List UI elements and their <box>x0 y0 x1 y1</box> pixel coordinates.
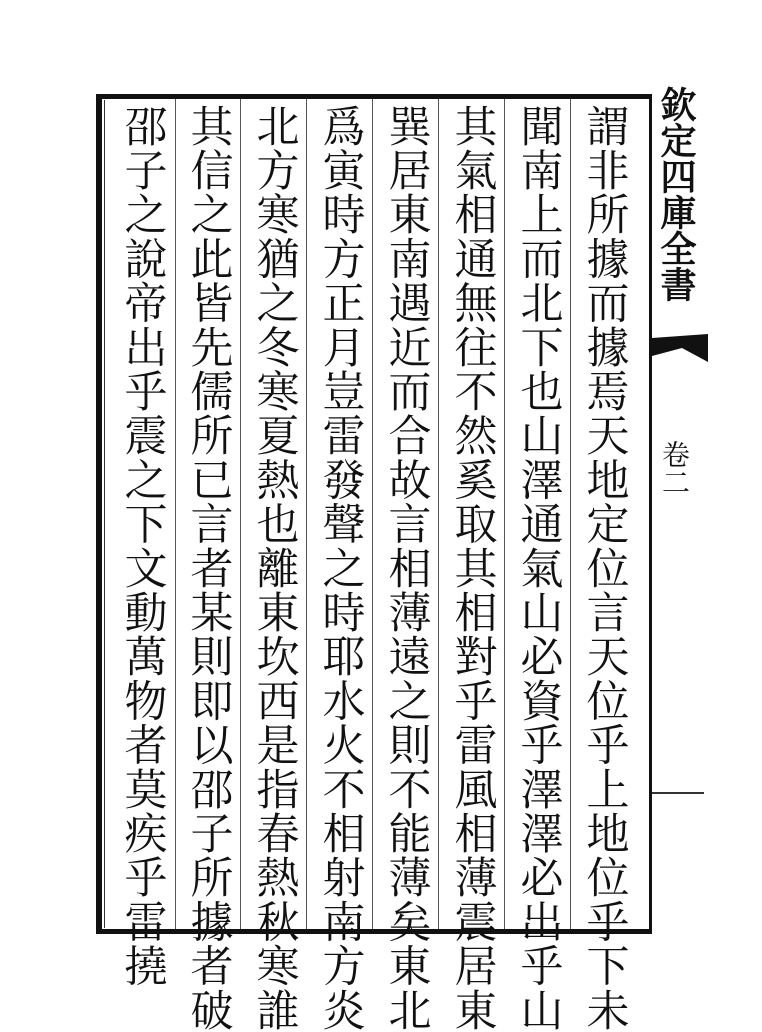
text-column-8 <box>114 104 170 988</box>
column-divider <box>175 99 176 929</box>
column-divider <box>240 99 241 929</box>
column-text: 其信之此皆先儒所已言者某則即以邵子所據者破 <box>183 104 234 1032</box>
text-column-2 <box>510 104 566 1032</box>
text-column-4 <box>378 104 434 1032</box>
inner-border-rule <box>104 100 105 928</box>
text-column-3 <box>444 104 500 1032</box>
column-text: 其氣相通無往不然奚取其相對乎雷風相薄震居東 <box>447 104 498 1032</box>
text-column-1 <box>576 104 632 1032</box>
column-divider <box>306 99 307 929</box>
column-text: 爲寅時方正月豈雷發聲之時耶水火不相射南方炎 <box>315 104 366 1032</box>
text-column-6 <box>246 104 302 1032</box>
column-divider <box>438 99 439 929</box>
column-divider <box>570 99 571 929</box>
margin-tick-line <box>652 792 704 794</box>
text-column-5 <box>312 104 368 1032</box>
column-text: 邵子之說帝出乎震之下文動萬物者莫疾乎雷撓 <box>117 104 168 988</box>
column-text: 北方寒猶之冬寒夏熱也離東坎西是指春熱秋寒誰 <box>249 104 300 1032</box>
column-text: 巽居東南遇近而合故言相薄遠之則不能薄矣東北 <box>381 104 432 1032</box>
column-divider <box>504 99 505 929</box>
column-text: 謂非所據而據焉天地定位言天位乎上地位乎下未 <box>579 104 630 1032</box>
volume-label: 卷二 <box>658 440 691 496</box>
column-divider <box>372 99 373 929</box>
fish-tail-mark-icon <box>652 334 708 362</box>
book-title: 欽定四庫全書 <box>655 86 697 302</box>
text-column-7 <box>180 104 236 1032</box>
column-text: 聞南上而北下也山澤通氣山必資乎澤澤必出乎山 <box>513 104 564 1032</box>
